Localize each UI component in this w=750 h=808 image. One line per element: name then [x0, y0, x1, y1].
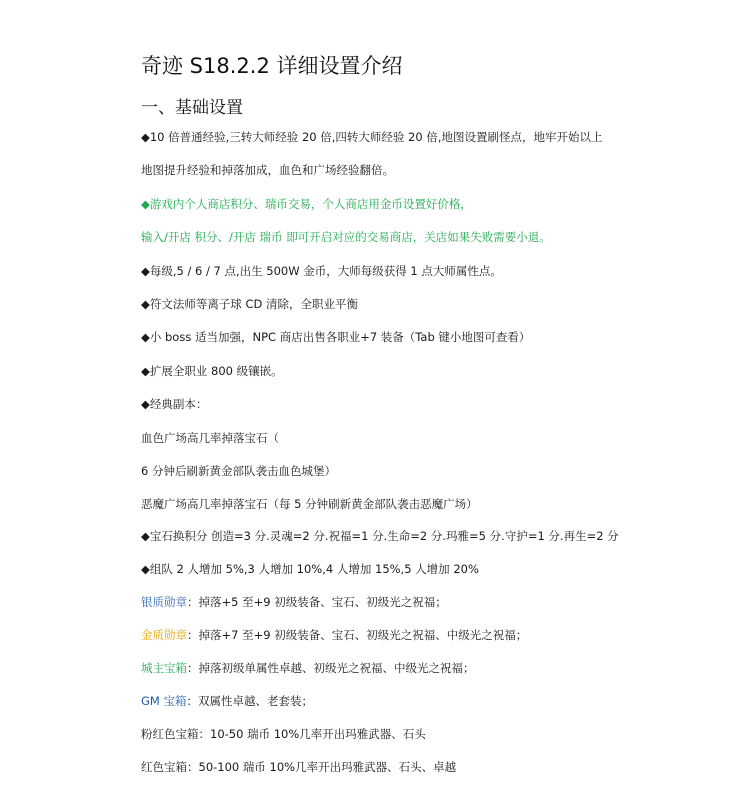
paragraph-line-green: 输入/开店 积分、/开店 瑞币 即可开启对应的交易商店，关店如果失败需要小退。 — [141, 230, 551, 244]
silver-medal-text: ：掉落+5 至+9 初级装备、宝石、初级光之祝福； — [187, 595, 447, 609]
paragraph-line: ◆10 倍普通经验,三转大师经验 20 倍,四转大师经验 20 倍,地图设置刷怪点，地牢开始以上 — [141, 130, 603, 144]
gold-medal-text: ：掉落+7 至+9 初级装备、宝石、初级光之祝福、中级光之祝福； — [187, 628, 528, 642]
paragraph-line: ◆小 boss 适当加强，NPC 商店出售各职业+7 装备（Tab 键小地图可查看） — [141, 330, 531, 344]
paragraph-line: 6 分钟后刷新黄金部队袭击血色城堡） — [141, 464, 336, 478]
silver-medal-label: 银质勋章 — [141, 595, 187, 609]
gm-chest-text: ：双属性卓越、老套装； — [186, 694, 313, 708]
box-line-silver-medal — [141, 594, 447, 610]
paragraph-line: ◆组队 2 人增加 5%,3 人增加 10%,4 人增加 15%,5 人增加 20% — [141, 562, 479, 576]
box-line-gm-chest — [141, 693, 313, 709]
paragraph-line: 恶魔广场高几率掉落宝石（每 5 分钟刷新黄金部队袭击恶魔广场） — [141, 497, 478, 511]
paragraph-line: ◆扩展全职业 800 级镶嵌。 — [141, 364, 283, 378]
paragraph-line: ◆每级,5 / 6 / 7 点,出生 500W 金币，大师每级获得 1 点大师属性点。 — [141, 264, 502, 278]
paragraph-line: ◆经典副本： — [141, 397, 208, 411]
castle-chest-label: 城主宝箱 — [141, 661, 187, 675]
paragraph-line: 血色广场高几率掉落宝石（ — [141, 431, 279, 445]
section-heading-basic-settings: 一、基础设置 — [141, 98, 243, 118]
gm-chest-label: GM 宝箱 — [141, 694, 187, 708]
box-line-castle-chest — [141, 660, 475, 676]
box-line-gold-medal — [141, 627, 527, 643]
paragraph-line: ◆宝石换积分 创造=3 分.灵魂=2 分.祝福=1 分.生命=2 分.玛雅=5 分.守护=1 分.再生=2 分 — [141, 529, 619, 543]
red-chest-line: 红色宝箱：50-100 瑞币 10%几率开出玛雅武器、石头、卓越 — [141, 760, 457, 774]
page-title: 奇迹 S18.2.2 详细设置介绍 — [141, 54, 403, 78]
paragraph-line: ◆符文法师等离子球 CD 清除，全职业平衡 — [141, 297, 359, 311]
pink-chest-line: 粉红色宝箱：10-50 瑞币 10%几率开出玛雅武器、石头 — [141, 727, 426, 741]
paragraph-line-green: ◆游戏内个人商店积分、瑞币交易，个人商店用金币设置好价格， — [141, 197, 472, 211]
gold-medal-label: 金质勋章 — [141, 628, 187, 642]
castle-chest-text: ：掉落初级单属性卓越、初级光之祝福、中级光之祝福； — [187, 661, 475, 675]
paragraph-line: 地图提升经验和掉落加成，血色和广场经验翻倍。 — [141, 163, 394, 177]
